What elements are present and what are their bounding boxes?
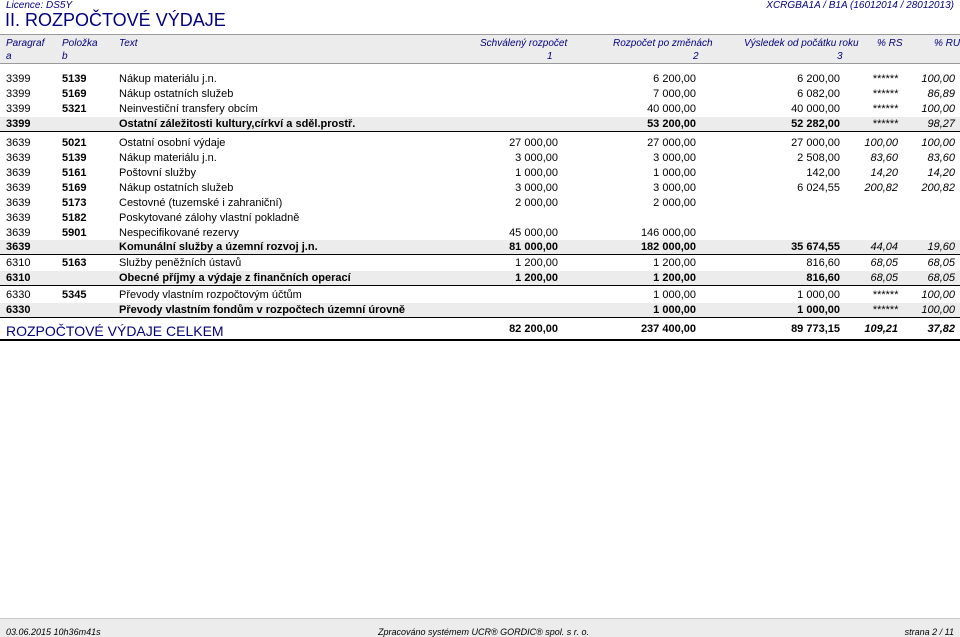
cell-pol: 5139 — [62, 73, 87, 85]
cell-ru: 200,82 — [921, 182, 955, 194]
cell-roz: 6 200,00 — [653, 73, 696, 85]
subtotal-row — [0, 271, 960, 286]
cell-sch: 1 200,00 — [515, 272, 558, 284]
cell-vys: 816,60 — [806, 257, 840, 269]
col-sub-2: 2 — [693, 51, 699, 62]
cell-ru: 100,00 — [921, 73, 955, 85]
cell-roz: 182 000,00 — [640, 241, 696, 253]
cell-roz: 1 000,00 — [653, 289, 696, 301]
cell-rs: 83,60 — [870, 152, 898, 164]
cell-pol: 5345 — [62, 289, 87, 301]
cell-sch: 1 000,00 — [515, 167, 558, 179]
cell-text: Poštovní služby — [119, 167, 197, 179]
cell-ru: 68,05 — [927, 272, 955, 284]
table-row — [0, 102, 960, 117]
cell-pol: 5021 — [62, 137, 87, 149]
cell-text: Služby peněžních ústavů — [119, 257, 242, 269]
report-id: XCRGBA1A / B1A (16012014 / 28012013) — [766, 0, 954, 11]
cell-par: 3639 — [6, 182, 31, 194]
total-schvaleny: 82 200,00 — [509, 323, 558, 335]
table-row — [0, 151, 960, 166]
cell-pol: 5163 — [62, 257, 87, 269]
cell-roz: 1 000,00 — [653, 167, 696, 179]
cell-rs: ****** — [872, 304, 898, 316]
cell-par: 3639 — [6, 212, 31, 224]
footer-date: 03.06.2015 10h36m41s — [6, 627, 101, 637]
cell-roz: 40 000,00 — [647, 103, 696, 115]
cell-sch: 81 000,00 — [509, 241, 558, 253]
cell-rs: 44,04 — [870, 241, 898, 253]
table-row — [0, 226, 960, 241]
cell-ru: 100,00 — [921, 304, 955, 316]
cell-text: Obecné příjmy a výdaje z finančních operací — [119, 272, 351, 284]
cell-vys: 816,60 — [806, 272, 840, 284]
cell-text: Ostatní osobní výdaje — [119, 137, 226, 149]
cell-roz: 53 200,00 — [647, 118, 696, 130]
table-row — [0, 211, 960, 226]
cell-ru: 100,00 — [921, 137, 955, 149]
cell-par: 3639 — [6, 197, 31, 209]
cell-pol: 5169 — [62, 182, 87, 194]
cell-vys: 35 674,55 — [791, 241, 840, 253]
column-header — [0, 34, 960, 64]
cell-text: Nákup materiálu j.n. — [119, 152, 217, 164]
col-vysledek: Výsledek od počátku roku — [744, 38, 859, 49]
table-row — [0, 166, 960, 181]
footer-page: strana 2 / 11 — [904, 627, 954, 637]
cell-roz: 3 000,00 — [653, 152, 696, 164]
cell-rs: ****** — [872, 289, 898, 301]
cell-roz: 1 200,00 — [653, 257, 696, 269]
cell-rs: ****** — [872, 88, 898, 100]
cell-pol: 5321 — [62, 103, 87, 115]
table-row — [0, 256, 960, 271]
cell-vys: 52 282,00 — [791, 118, 840, 130]
cell-vys: 6 024,55 — [797, 182, 840, 194]
cell-text: Ostatní záležitosti kultury,církví a sděl.prostř. — [119, 118, 356, 130]
cell-par: 6310 — [6, 272, 31, 284]
cell-text: Převody vlastním fondům v rozpočtech územní úrovně — [119, 304, 406, 316]
cell-roz: 27 000,00 — [647, 137, 696, 149]
cell-par: 3399 — [6, 118, 31, 130]
cell-text: Neinvestiční transfery obcím — [119, 103, 258, 115]
cell-par: 3639 — [6, 137, 31, 149]
cell-roz: 146 000,00 — [640, 227, 696, 239]
cell-roz: 2 000,00 — [653, 197, 696, 209]
licence-label: Licence: DS5Y — [6, 0, 73, 11]
cell-vys: 40 000,00 — [791, 103, 840, 115]
cell-vys: 1 000,00 — [797, 304, 840, 316]
cell-vys: 6 082,00 — [797, 88, 840, 100]
page-title: II. ROZPOČTOVÉ VÝDAJE — [5, 10, 226, 30]
cell-ru: 83,60 — [927, 152, 955, 164]
cell-pol: 5169 — [62, 88, 87, 100]
cell-rs: ****** — [872, 103, 898, 115]
col-rozpocet: Rozpočet po změnách — [613, 38, 713, 49]
total-rs: 109,21 — [864, 323, 898, 335]
cell-par: 3639 — [6, 241, 31, 253]
cell-ru: 100,00 — [921, 103, 955, 115]
col-sub-a: a — [6, 51, 12, 62]
cell-par: 3399 — [6, 103, 31, 115]
cell-par: 3639 — [6, 152, 31, 164]
cell-rs: ****** — [872, 73, 898, 85]
cell-ru: 98,27 — [927, 118, 955, 130]
cell-rs: 100,00 — [864, 137, 898, 149]
cell-sch: 3 000,00 — [515, 182, 558, 194]
cell-text: Poskytované zálohy vlastní pokladně — [119, 212, 300, 224]
cell-sch: 2 000,00 — [515, 197, 558, 209]
col-ru: % RU — [934, 38, 960, 49]
cell-rs: 14,20 — [870, 167, 898, 179]
footer-system: Zpracováno systémem UCR® GORDIC® spol. s r. o. — [378, 627, 589, 637]
cell-par: 6330 — [6, 304, 31, 316]
cell-par: 3639 — [6, 167, 31, 179]
cell-ru: 68,05 — [927, 257, 955, 269]
cell-rs: 68,05 — [870, 257, 898, 269]
cell-pol: 5901 — [62, 227, 87, 239]
subtotal-row — [0, 240, 960, 255]
cell-ru: 100,00 — [921, 289, 955, 301]
subtotal-row — [0, 117, 960, 132]
cell-sch: 27 000,00 — [509, 137, 558, 149]
table-row — [0, 87, 960, 102]
cell-par: 6330 — [6, 289, 31, 301]
page-footer — [0, 618, 960, 637]
table-row — [0, 288, 960, 303]
cell-sch: 1 200,00 — [515, 257, 558, 269]
cell-par: 3399 — [6, 88, 31, 100]
cell-par: 6310 — [6, 257, 31, 269]
cell-roz: 3 000,00 — [653, 182, 696, 194]
total-row — [0, 321, 960, 341]
total-vysledek: 89 773,15 — [791, 323, 840, 335]
cell-text: Nákup ostatních služeb — [119, 182, 234, 194]
col-text: Text — [119, 38, 138, 49]
cell-par: 3399 — [6, 73, 31, 85]
subtotal-row — [0, 303, 960, 318]
col-sub-3: 3 — [837, 51, 843, 62]
cell-text: Nákup materiálu j.n. — [119, 73, 217, 85]
cell-ru: 14,20 — [927, 167, 955, 179]
cell-text: Nespecifikované rezervy — [119, 227, 239, 239]
cell-sch: 3 000,00 — [515, 152, 558, 164]
cell-text: Komunální služby a územní rozvoj j.n. — [119, 241, 318, 253]
table-row — [0, 181, 960, 196]
cell-vys: 142,00 — [806, 167, 840, 179]
cell-pol: 5182 — [62, 212, 87, 224]
cell-sch: 45 000,00 — [509, 227, 558, 239]
cell-par: 3639 — [6, 227, 31, 239]
table-row — [0, 72, 960, 87]
cell-pol: 5161 — [62, 167, 87, 179]
cell-vys: 6 200,00 — [797, 73, 840, 85]
cell-roz: 7 000,00 — [653, 88, 696, 100]
cell-rs: 68,05 — [870, 272, 898, 284]
cell-text: Převody vlastním rozpočtovým účtům — [119, 289, 302, 301]
cell-vys: 2 508,00 — [797, 152, 840, 164]
total-label: ROZPOČTOVÉ VÝDAJE CELKEM — [6, 323, 224, 339]
col-sub-1: 1 — [547, 51, 553, 62]
cell-vys: 1 000,00 — [797, 289, 840, 301]
cell-text: Nákup ostatních služeb — [119, 88, 234, 100]
cell-vys: 27 000,00 — [791, 137, 840, 149]
total-ru: 37,82 — [927, 323, 955, 335]
cell-roz: 1 200,00 — [653, 272, 696, 284]
cell-ru: 19,60 — [927, 241, 955, 253]
cell-ru: 86,89 — [927, 88, 955, 100]
table-row — [0, 196, 960, 211]
col-schvaleny: Schválený rozpočet — [480, 38, 568, 49]
cell-rs: ****** — [872, 118, 898, 130]
col-paragraf: Paragraf — [6, 38, 45, 49]
total-rozpocet: 237 400,00 — [640, 323, 696, 335]
col-polozka: Položka — [62, 38, 98, 49]
cell-pol: 5173 — [62, 197, 87, 209]
cell-roz: 1 000,00 — [653, 304, 696, 316]
cell-text: Cestovné (tuzemské i zahraniční) — [119, 197, 283, 209]
col-rs: % RS — [877, 38, 903, 49]
col-sub-b: b — [62, 51, 68, 62]
cell-rs: 200,82 — [864, 182, 898, 194]
cell-pol: 5139 — [62, 152, 87, 164]
table-row — [0, 136, 960, 151]
